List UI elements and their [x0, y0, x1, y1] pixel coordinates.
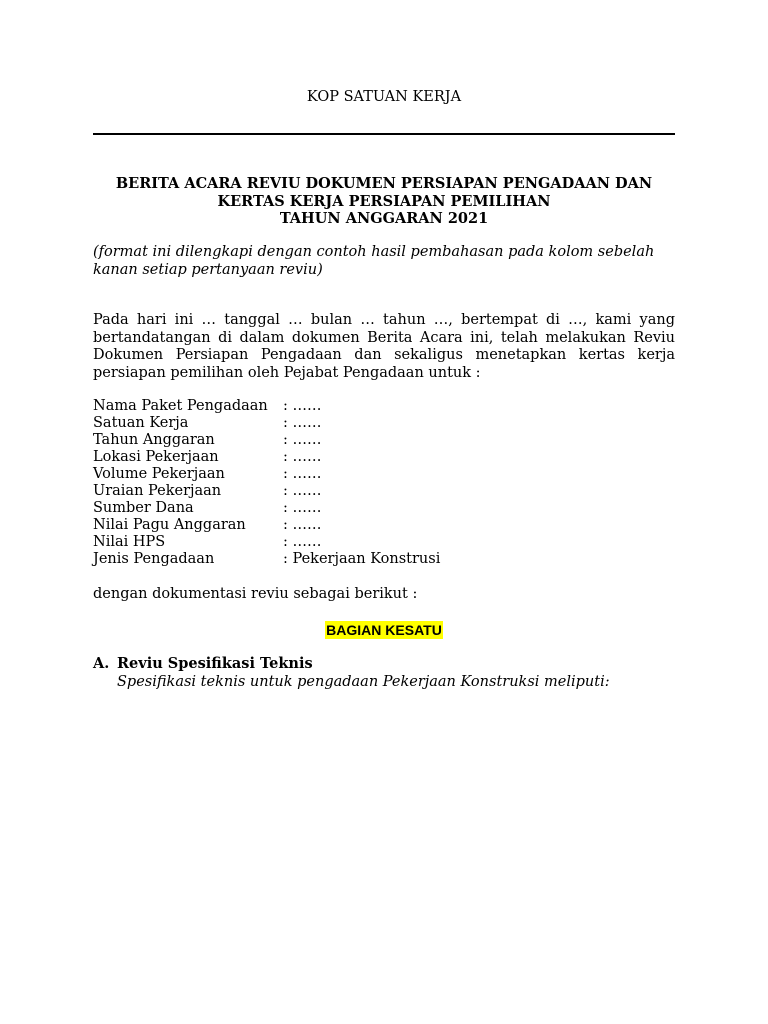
documentation-intro: dengan dokumentasi reviu sebagai berikut : — [93, 586, 418, 602]
title-line-3: TAHUN ANGGARAN 2021 — [279, 210, 489, 227]
field-value: : …… — [283, 449, 322, 465]
field-row — [93, 466, 440, 483]
field-label: Nilai Pagu Anggaran — [93, 517, 246, 533]
field-row — [93, 551, 440, 568]
title-line-1: BERITA ACARA REVIU DOKUMEN PERSIAPAN PENGADAAN DAN — [115, 175, 653, 192]
field-row — [93, 398, 440, 415]
field-value: : …… — [283, 415, 322, 431]
field-value: : …… — [283, 534, 322, 550]
field-label: Nama Paket Pengadaan — [93, 398, 268, 414]
field-row — [93, 483, 440, 500]
field-value: : Pekerjaan Konstrusi — [283, 551, 441, 567]
field-label: Volume Pekerjaan — [93, 466, 225, 482]
header-divider — [93, 133, 675, 135]
title-line-2: KERTAS KERJA PERSIAPAN PEMILIHAN — [217, 192, 551, 210]
field-value: : …… — [283, 466, 322, 482]
subsection-letter: A. — [93, 655, 110, 672]
field-value: : …… — [283, 517, 322, 533]
field-row — [93, 449, 440, 466]
section-heading-wrap — [93, 620, 675, 639]
field-row — [93, 432, 440, 449]
field-label: Lokasi Pekerjaan — [93, 449, 219, 465]
subsection-text: Spesifikasi teknis untuk pengadaan Pekerjaan Konstruksi meliputi: — [117, 674, 610, 690]
field-row — [93, 517, 440, 534]
field-value: : …… — [283, 483, 322, 499]
field-row — [93, 500, 440, 517]
field-label: Nilai HPS — [93, 534, 166, 550]
field-row — [93, 415, 440, 432]
subsection-title: Reviu Spesifikasi Teknis — [117, 655, 313, 672]
intro-paragraph: Pada hari ini … tanggal … bulan … tahun …, bertempat di …, kami yang bertandatangan di dalam dokumen Berita Acara ini, telah melakukan Reviu Dokumen Persiapan Pengadaan dan sekaligus menetapkan kertas kerja persiapan pemilihan oleh Pejabat Pengadaan untuk : — [93, 312, 675, 381]
field-label: Uraian Pekerjaan — [93, 483, 222, 499]
letterhead-placeholder: KOP SATUAN KERJA — [306, 89, 462, 105]
field-value: : …… — [283, 398, 322, 414]
format-note: (format ini dilengkapi dengan contoh hasil pembahasan pada kolom sebelah kanan setiap pertanyaan reviu) — [93, 244, 655, 278]
field-label: Tahun Anggaran — [93, 432, 215, 448]
subsection-heading — [93, 655, 313, 673]
field-value: : …… — [283, 500, 322, 516]
package-details — [93, 398, 440, 568]
field-label: Sumber Dana — [93, 500, 194, 516]
section-title: BAGIAN KESATU — [326, 622, 442, 638]
field-label: Satuan Kerja — [93, 415, 189, 431]
field-row — [93, 534, 440, 551]
document-title — [93, 175, 675, 228]
field-label: Jenis Pengadaan — [93, 551, 215, 567]
field-value: : …… — [283, 432, 322, 448]
